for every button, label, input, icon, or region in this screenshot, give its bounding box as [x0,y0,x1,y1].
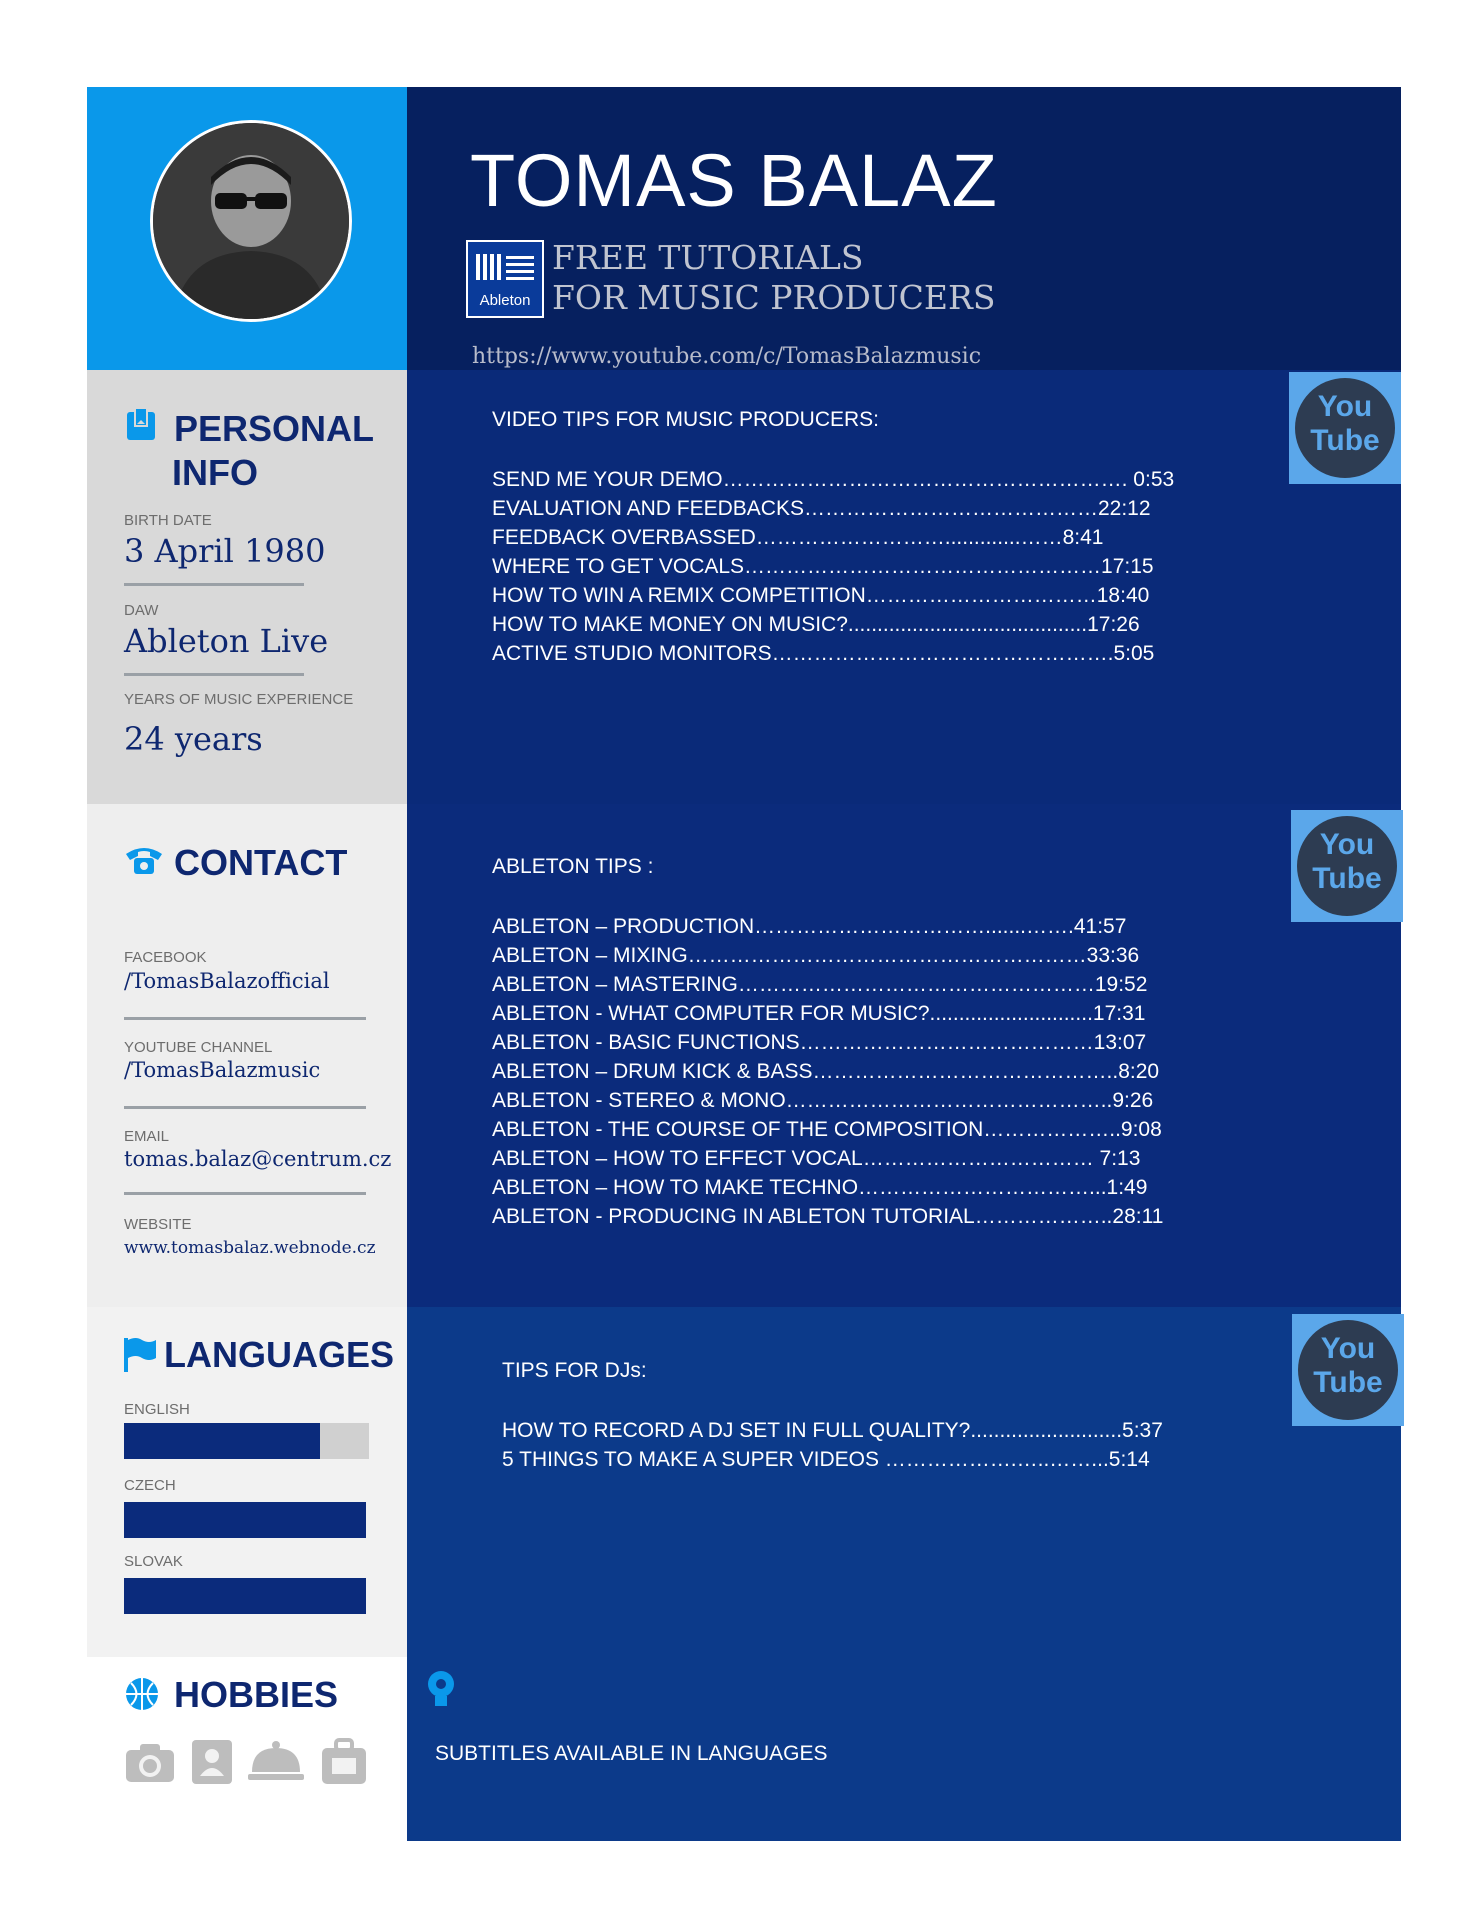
name-heading: TOMAS BALAZ [470,139,998,222]
birth-date-value: 3 April 1980 [124,532,326,570]
list-item[interactable]: ABLETON – DRUM KICK & BASS……………………………………..8:20 [492,1060,1160,1083]
hobbies-heading: HOBBIES [174,1674,339,1715]
youtube-icon-text: You [1319,828,1375,861]
dj-tips-list [502,1416,1163,1474]
portrait-icon [186,1738,238,1786]
language-bar-slovak [124,1578,366,1614]
list-item[interactable]: SEND ME YOUR DEMO…………………………………………………. 0:53 [492,468,1175,491]
personal-heading-line1: PERSONAL [174,408,375,449]
language-label-czech: CZECH [124,1477,176,1494]
daw-label: DAW [124,602,159,619]
ableton-tips-list [492,912,1163,1231]
website-link[interactable]: www.tomasbalaz.webnode.cz [124,1238,376,1258]
list-item[interactable]: ABLETON - BASIC FUNCTIONS……………………………………13:07 [492,1031,1147,1054]
email-label: EMAIL [124,1128,170,1145]
list-item[interactable]: ABLETON – PRODUCTION…………………………….......…….41:57 [492,915,1127,938]
list-item[interactable]: ABLETON - THE COURSE OF THE COMPOSITION………………..9:08 [492,1118,1162,1141]
youtube-icon[interactable] [1292,1314,1404,1426]
youtube-icon[interactable] [1289,372,1401,484]
basketball-icon [124,1676,160,1716]
youtube-icon-text: Tube [1310,424,1380,457]
youtube-icon[interactable] [1291,810,1403,922]
youtube-channel-link[interactable]: /TomasBalazmusic [124,1058,321,1082]
divider [124,1017,366,1020]
languages-heading: LANGUAGES [164,1334,395,1375]
daw-value: Ableton Live [124,622,329,660]
youtube-icon-text: Tube [1313,1366,1383,1399]
header-panel [407,87,1401,370]
youtube-icon-text: You [1317,390,1373,423]
list-item[interactable]: ABLETON - STEREO & MONO………………………………………..9:26 [492,1089,1154,1112]
email-link[interactable]: tomas.balaz@centrum.cz [124,1147,392,1171]
phone-icon [124,844,164,880]
website-label: WEBSITE [124,1216,192,1233]
list-item[interactable]: WHERE TO GET VOCALS……………………………………………17:15 [492,555,1154,578]
birth-date-label: BIRTH DATE [124,512,212,529]
video-tips-title: VIDEO TIPS FOR MUSIC PRODUCERS: [492,408,879,431]
divider [124,673,304,676]
experience-label: YEARS OF MUSIC EXPERIENCE [124,691,354,708]
ableton-tips-title: ABLETON TIPS : [492,855,654,878]
list-item[interactable]: EVALUATION AND FEEDBACKS……………………………………22:12 [492,497,1151,520]
divider [124,1106,366,1109]
tagline-line2: FOR MUSIC PRODUCERS [552,278,996,317]
youtube-channel-label: YOUTUBE CHANNEL [124,1039,273,1056]
language-bar-czech [124,1502,366,1538]
youtube-url[interactable]: https://www.youtube.com/c/TomasBalazmusic [472,344,982,369]
luggage-icon [318,1738,370,1786]
youtube-icon-text: Tube [1312,862,1382,895]
divider [124,583,304,586]
language-label-english: ENGLISH [124,1401,190,1418]
list-item[interactable]: ABLETON - PRODUCING IN ABLETON TUTORIAL………………..28:11 [492,1205,1164,1228]
experience-value: 24 years [124,720,263,758]
list-item[interactable]: HOW TO RECORD A DJ SET IN FULL QUALITY?..........................5:37 [502,1419,1163,1442]
food-cloche-icon [246,1738,298,1786]
youtube-icon-text: You [1320,1332,1376,1365]
facebook-label: FACEBOOK [124,949,207,966]
camera-icon [124,1738,176,1786]
avatar [150,120,352,322]
video-tips-list [492,465,1174,668]
language-bar-english [124,1423,369,1459]
list-item[interactable]: ABLETON – MASTERING……………………………………………19:52 [492,973,1148,996]
list-item[interactable]: 5 THINGS TO MAKE A SUPER VIDEOS ……………….…..……...5:14 [502,1448,1150,1471]
contact-heading: CONTACT [174,842,348,883]
ableton-logo [466,240,544,318]
dj-tips-title: TIPS FOR DJs: [502,1359,647,1382]
language-label-slovak: SLOVAK [124,1553,183,1570]
flag-icon [122,1336,158,1378]
ableton-logo-text: Ableton [479,292,531,309]
list-item[interactable]: ACTIVE STUDIO MONITORS………………………………………….5:05 [492,642,1155,665]
list-item[interactable]: FEEDBACK OVERBASSED……………………….............……8:41 [492,526,1104,549]
language-bar-fill-english [124,1423,320,1459]
language-bar-fill-czech [124,1502,366,1538]
list-item[interactable]: HOW TO MAKE MONEY ON MUSIC?.........................................17:26 [492,613,1140,636]
list-item[interactable]: ABLETON - WHAT COMPUTER FOR MUSIC?............................17:31 [492,1002,1146,1025]
list-item[interactable]: ABLETON – HOW TO MAKE TECHNO……………………………...1:49 [492,1176,1148,1199]
personal-heading-line2: INFO [172,452,258,493]
language-bar-fill-slovak [124,1578,366,1614]
bookmark-icon [125,408,159,446]
gear-icon [424,1670,458,1712]
tagline-line1: FREE TUTORIALS [552,238,864,277]
list-item[interactable]: ABLETON – MIXING…………………………………………………33:36 [492,944,1140,967]
list-item[interactable]: HOW TO WIN A REMIX COMPETITION……………………………18:40 [492,584,1150,607]
divider [124,1192,366,1195]
list-item[interactable]: ABLETON – HOW TO EFFECT VOCAL…………………………… 7:13 [492,1147,1141,1170]
subtitles-note: SUBTITLES AVAILABLE IN LANGUAGES [435,1742,828,1765]
facebook-link[interactable]: /TomasBalazofficial [124,969,330,993]
